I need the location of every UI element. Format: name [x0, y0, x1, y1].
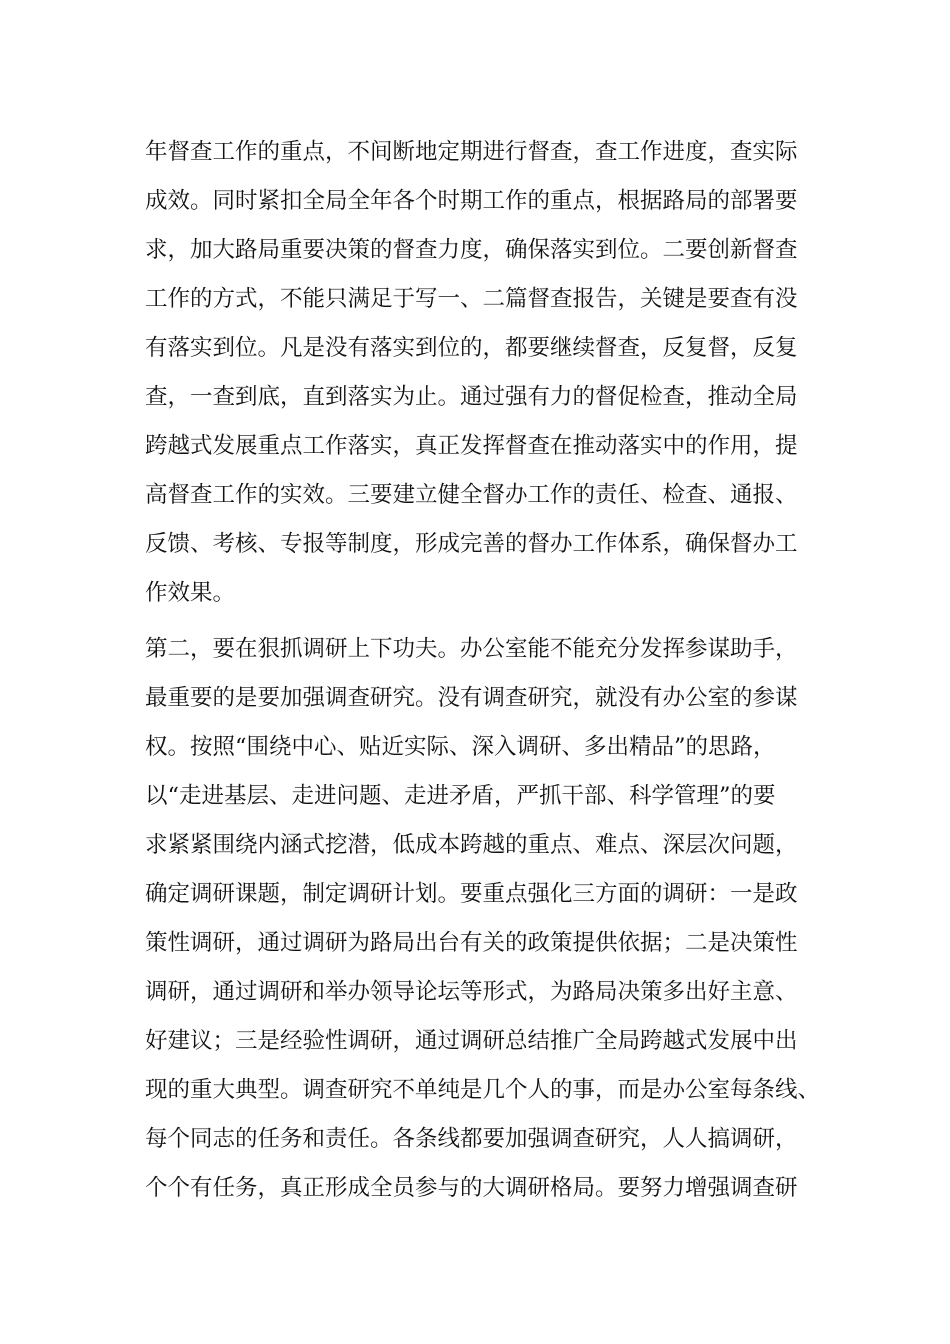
text-line-14: 以“走进基层、走进问题、走进矛盾，严抓干部、科学管理”的要 [145, 783, 776, 809]
text-line-18: 调研，通过调研和举办领导论坛等形式，为路局决策多出好主意、 [145, 979, 798, 1005]
text-line-17: 策性调研，通过调研为路局出台有关的政策提供依据；二是决策性 [145, 930, 798, 956]
text-line-8: 高督查工作的实效。三要建立健全督办工作的责任、检查、通报、 [145, 482, 798, 508]
text-line-5: 有落实到位。凡是没有落实到位的，都要继续督查，反复督，反复 [145, 335, 798, 361]
text-line-22: 个个有任务，真正形成全员参与的大调研格局。要努力增强调查研 [145, 1175, 798, 1201]
text-line-16: 确定调研课题，制定调研计划。要重点强化三方面的调研：一是政 [145, 881, 798, 907]
text-line-6: 查，一查到底，直到落实为止。通过强有力的督促检查，推动全局 [145, 384, 798, 410]
text-line-19: 好建议；三是经验性调研，通过调研总结推广全局跨越式发展中出 [145, 1028, 798, 1054]
text-line-11: 第二，要在狠抓调研上下功夫。办公室能不能充分发挥参谋助手， [145, 636, 798, 662]
text-line-12: 最重要的是要加强调查研究。没有调查研究，就没有办公室的参谋 [145, 685, 798, 711]
text-line-10: 作效果。 [145, 580, 236, 606]
text-line-21: 每个同志的任务和责任。各条线都要加强调查研究，人人搞调研， [145, 1126, 798, 1152]
text-line-2: 成效。同时紧扣全局全年各个时期工作的重点，根据路局的部署要 [145, 188, 798, 214]
text-line-1: 年督查工作的重点，不间断地定期进行督查，查工作进度，查实际 [145, 139, 798, 165]
text-line-13: 权。按照“围绕中心、贴近实际、深入调研、多出精品”的思路， [145, 734, 776, 760]
text-line-9: 反馈、考核、专报等制度，形成完善的督办工作体系，确保督办工 [145, 531, 798, 557]
text-line-7: 跨越式发展重点工作落实，真正发挥督查在推动落实中的作用，提 [145, 433, 798, 459]
text-line-3: 求，加大路局重要决策的督查力度，确保落实到位。二要创新督查 [145, 237, 798, 263]
text-line-4: 工作的方式，不能只满足于写一、二篇督查报告，关键是要查有没 [145, 286, 798, 312]
text-line-15: 求紧紧围绕内涵式挖潜，低成本跨越的重点、难点、深层次问题， [145, 832, 798, 858]
text-line-20: 现的重大典型。调查研究不单纯是几个人的事，而是办公室每条线、 [145, 1077, 821, 1103]
